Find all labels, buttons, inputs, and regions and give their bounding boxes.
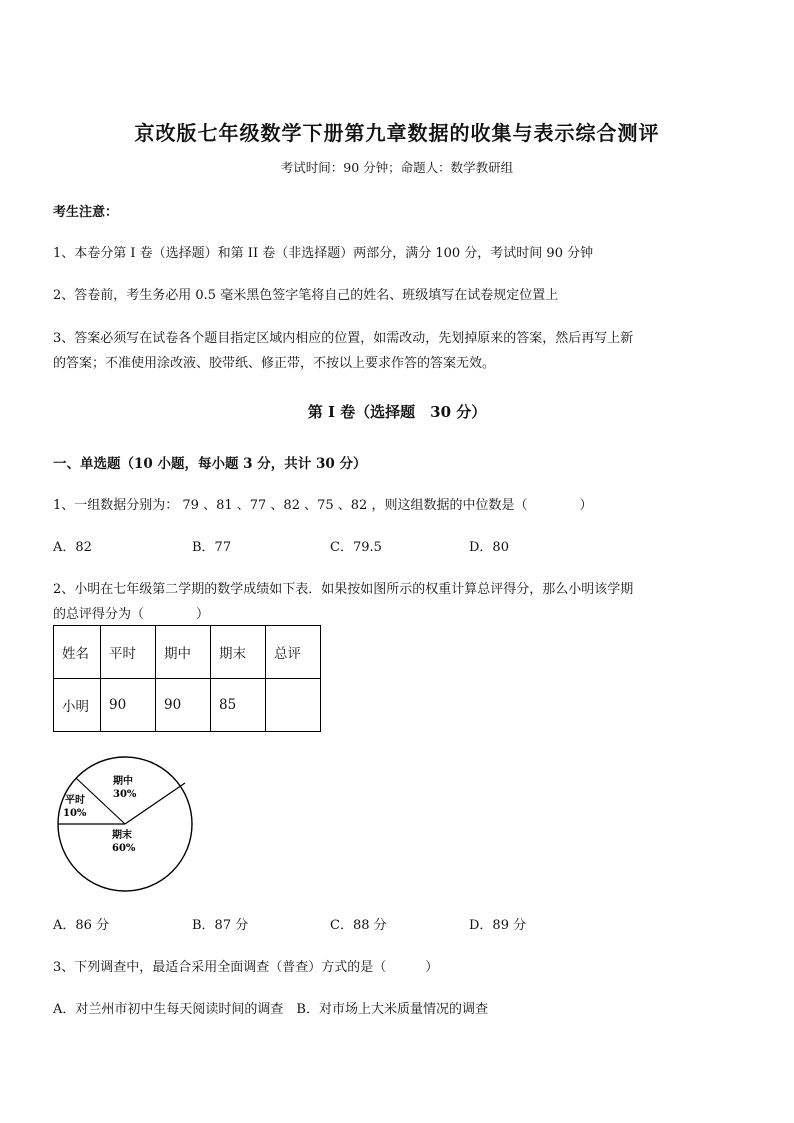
table-cell: 90 [156,679,211,732]
table-cell: 85 [211,679,266,732]
table-cell: 期末 [211,626,266,679]
exam-info: 考试时间：90 分钟；命题人：数学教研组 [280,160,514,175]
q3-options-ab: A．对兰州市初中生每天阅读时间的调查 B．对市场上大米质量情况的调查 [53,1002,488,1017]
note-1: 1、本卷分第 I 卷（选择题）和第 II 卷（非选择题）两部分，满分 100 分，考试时间 90 分钟 [53,246,594,261]
table-cell: 90 [101,679,156,732]
q2-option-c: C．88 分 [330,918,387,933]
question-2-cont: 的总评得分为（ ） [53,607,210,622]
pie-label-midterm: 期中 [113,776,133,787]
pie-pct-final: 60% [112,843,136,854]
note-3-cont: 的答案；不准使用涂改液、胶带纸、修正带，不按以上要求作答的答案无效。 [53,356,496,371]
section-title: 第 I 卷（选择题 30 分） [307,403,487,421]
question-2: 2、小明在七年级第二学期的数学成绩如下表．如果按如图所示的权重计算总评得分，那么小明该学期 [53,582,634,597]
note-2: 2、答卷前，考生务必用 0.5 毫米黑色签字笔将自己的姓名、班级填写在试卷规定位置上 [53,288,559,303]
q2-option-a: A．86 分 [53,918,110,933]
q1-option-b: B．77 [192,540,232,555]
table-cell: 平时 [101,626,156,679]
q1-option-a: A．82 [53,540,92,555]
table-row [54,679,321,732]
q2-option-d: D．89 分 [469,918,527,933]
part-heading: 一、单选题（10 小题，每小题 3 分，共计 30 分） [53,456,367,472]
table-cell: 期中 [156,626,211,679]
pie-pct-daily: 10% [63,808,87,819]
question-1: 1、一组数据分别为： 79 、81 、77 、82 、75 、82 ，则这组数据的中位数是（ ） [53,498,593,513]
score-table [53,625,321,732]
note-3: 3、答案必须写在试卷各个题目指定区域内相应的位置，如需改动，先划掉原来的答案，然后再写上新 [53,331,634,346]
table-cell: 小明 [54,679,101,732]
table-header-row [54,626,321,679]
table-cell [266,679,321,732]
pie-pct-midterm: 30% [113,789,137,800]
q2-option-b: B．87 分 [192,918,249,933]
table-cell: 姓名 [54,626,101,679]
table-cell: 总评 [266,626,321,679]
weight-pie-chart [55,754,197,896]
question-3: 3、下列调查中，最适合采用全面调查（普查）方式的是（ ） [53,960,439,975]
q1-option-d: D．80 [469,540,509,555]
page-title: 京改版七年级数学下册第九章数据的收集与表示综合测评 [134,121,660,145]
q1-option-c: C．79.5 [330,540,382,555]
notes-heading: 考生注意： [53,205,119,220]
pie-label-final: 期末 [112,830,132,841]
pie-label-daily: 平时 [65,795,85,806]
